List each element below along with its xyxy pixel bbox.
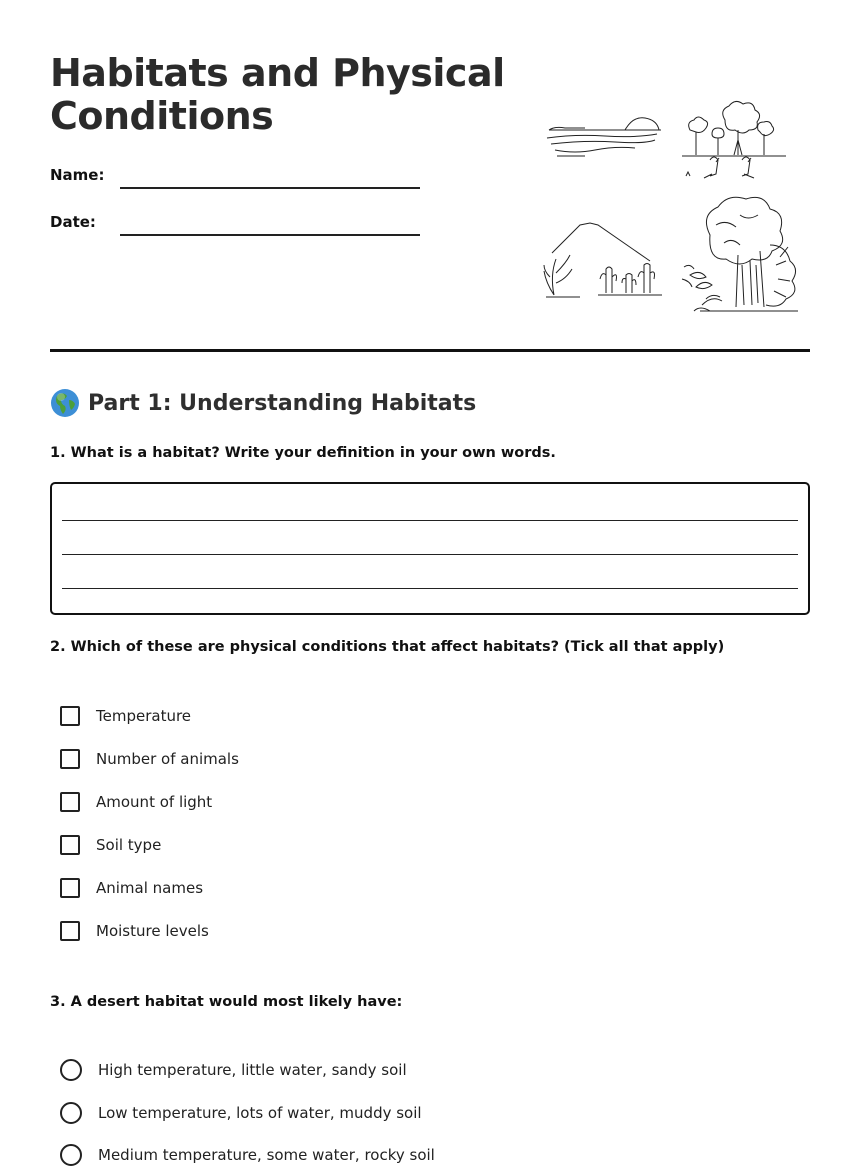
section-divider <box>50 349 810 352</box>
option-amount-of-light[interactable] <box>60 790 212 814</box>
answer-line <box>62 554 798 555</box>
question-3: 3. A desert habitat would most likely have: <box>50 994 403 1010</box>
page-title: Habitats and Physical Conditions <box>50 51 505 138</box>
checkbox[interactable] <box>60 835 80 855</box>
option-label: Moisture levels <box>96 922 209 940</box>
desert-mountain-icon <box>540 213 665 303</box>
option-animal-names[interactable] <box>60 876 203 900</box>
answer-line <box>62 520 798 521</box>
option-label: Number of animals <box>96 750 239 768</box>
answer-line <box>62 588 798 589</box>
question-2: 2. Which of these are physical conditions that affect habitats? (Tick all that apply) <box>50 639 725 655</box>
checkbox[interactable] <box>60 921 80 941</box>
checkbox[interactable] <box>60 792 80 812</box>
option-desert-c[interactable] <box>60 1143 435 1167</box>
name-label: Name: <box>50 166 105 184</box>
checkbox[interactable] <box>60 749 80 769</box>
option-label: Medium temperature, some water, rocky soil <box>98 1146 435 1164</box>
option-desert-a[interactable] <box>60 1058 407 1082</box>
radio-button[interactable] <box>60 1102 82 1124</box>
option-label: Temperature <box>96 707 192 725</box>
radio-button[interactable] <box>60 1059 82 1081</box>
question-1: 1. What is a habitat? Write your definition in your own words. <box>50 445 556 461</box>
option-label: Animal names <box>96 879 204 897</box>
option-temperature[interactable] <box>60 704 191 728</box>
habitat-illustrations <box>540 95 810 320</box>
date-field[interactable] <box>120 234 420 236</box>
rainforest-icon <box>680 195 805 320</box>
part1-heading <box>50 388 476 418</box>
answer-box-q1[interactable] <box>50 482 810 615</box>
option-desert-b[interactable] <box>60 1101 422 1125</box>
radio-button[interactable] <box>60 1144 82 1166</box>
option-number-of-animals[interactable] <box>60 747 239 771</box>
globe-icon <box>50 388 80 418</box>
beach-icon <box>545 110 665 160</box>
date-label: Date: <box>50 213 96 231</box>
option-soil-type[interactable] <box>60 833 161 857</box>
option-moisture-levels[interactable] <box>60 919 209 943</box>
option-label: Low temperature, lots of water, muddy soil <box>98 1104 422 1122</box>
name-field[interactable] <box>120 187 420 189</box>
checkbox[interactable] <box>60 878 80 898</box>
checkbox[interactable] <box>60 706 80 726</box>
part1-heading-text: Part 1: Understanding Habitats <box>88 390 477 416</box>
option-label: Soil type <box>96 836 162 854</box>
savanna-kangaroo-icon <box>680 100 790 185</box>
option-label: Amount of light <box>96 793 213 811</box>
option-label: High temperature, little water, sandy soil <box>98 1061 407 1079</box>
